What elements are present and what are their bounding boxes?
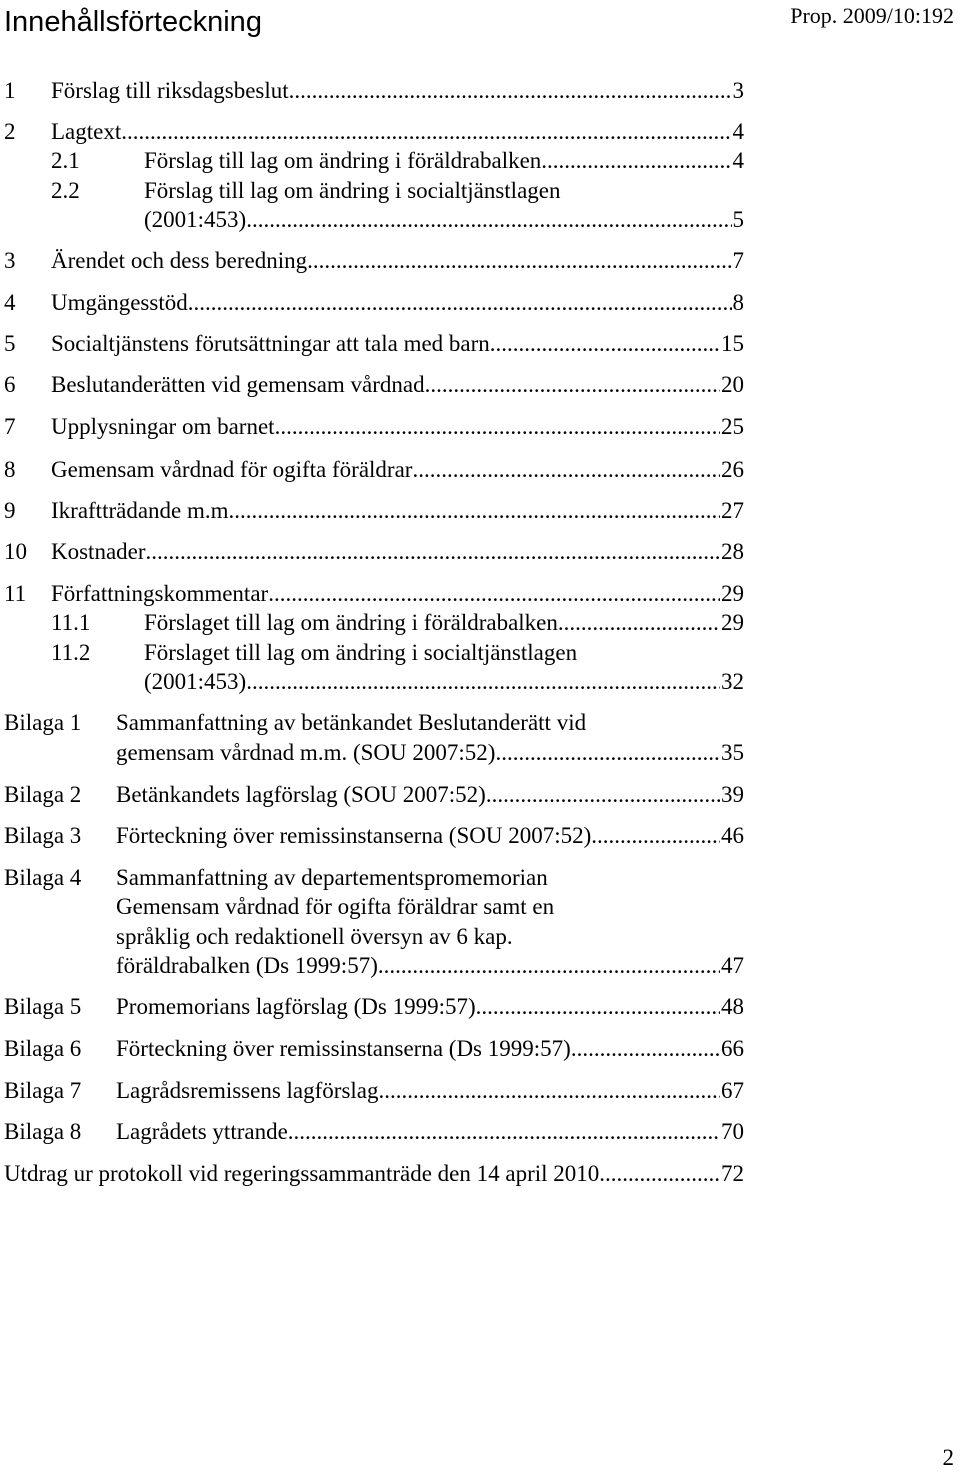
- toc-line: [0, 992, 744, 1022]
- toc-entry-number: 10: [4, 539, 27, 564]
- toc-dot-leader: [558, 608, 720, 638]
- toc-dot-leader: [275, 412, 720, 442]
- toc-line: [0, 892, 744, 922]
- toc-entry-title: Författningskommentar: [51, 581, 269, 606]
- toc-line: [0, 667, 744, 697]
- toc-entry-number: 11.1: [51, 610, 91, 635]
- toc-dot-leader: [234, 496, 720, 526]
- toc-line: [0, 951, 744, 981]
- toc-entry-title: gemensam vårdnad m.m. (SOU 2007:52): [116, 740, 496, 765]
- toc-entry-title: Umgängesstöd: [51, 290, 188, 315]
- toc-entry-title: Ikraftträdande m.m.: [51, 498, 235, 523]
- toc-entry-page: 67: [721, 1078, 744, 1103]
- toc-entry-number: 6: [4, 372, 16, 397]
- toc-dot-leader: [288, 1117, 720, 1147]
- toc-entry-page: 7: [732, 248, 744, 273]
- toc-entry-number: 3: [4, 248, 16, 273]
- toc-line: [0, 76, 744, 106]
- toc-entry-title: Lagrådsremissens lagförslag: [116, 1078, 379, 1103]
- toc-entry-title: Förslaget till lag om ändring i socialtjänstlagen: [144, 640, 578, 665]
- toc-dot-leader: [378, 951, 720, 981]
- toc-line: [0, 412, 744, 442]
- toc-dot-leader: [188, 288, 732, 318]
- toc-entry-title: Förteckning över remissinstanserna (Ds 1999:57): [116, 1036, 571, 1061]
- toc-entry-title: föräldrabalken (Ds 1999:57): [116, 953, 378, 978]
- toc-dot-leader: [490, 329, 720, 359]
- toc-entry-title: Kostnader: [51, 539, 146, 564]
- toc-entry-title: (2001:453): [144, 669, 247, 694]
- toc-line: [0, 738, 744, 768]
- toc-dot-leader: [121, 117, 731, 147]
- toc-entry-title: Utdrag ur protokoll vid regeringssammanträde den 14 april 2010: [4, 1161, 600, 1186]
- toc-entry-page: 70: [721, 1119, 744, 1144]
- toc-entry-number: 9: [4, 498, 16, 523]
- toc-entry-page: 8: [732, 290, 744, 315]
- toc-line: [0, 176, 744, 206]
- toc-line: [0, 1117, 744, 1147]
- toc-dot-leader: [412, 455, 720, 485]
- toc-line: [0, 638, 744, 668]
- toc-dot-leader: [268, 579, 720, 609]
- toc-entry-number: 8: [4, 457, 16, 482]
- toc-line: [0, 537, 744, 567]
- toc-line: [0, 370, 744, 400]
- toc-entry-title: språklig och redaktionell översyn av 6 kap.: [116, 924, 513, 949]
- toc-line: [0, 608, 744, 638]
- toc-entry-page: 39: [721, 782, 744, 807]
- toc-entry-title: Lagrådets yttrande: [116, 1119, 288, 1144]
- toc-entry-title: Ärendet och dess beredning: [51, 248, 308, 273]
- toc-entry-page: 28: [721, 539, 744, 564]
- toc-entry-page: 66: [721, 1036, 744, 1061]
- toc-entry-page: 26: [721, 457, 744, 482]
- toc-entry-page: 5: [732, 207, 744, 232]
- toc-dot-leader: [289, 76, 732, 106]
- toc-entry-page: 48: [721, 994, 744, 1019]
- toc-entry-title: Lagtext: [51, 119, 122, 144]
- toc-dot-leader: [591, 821, 720, 851]
- toc-entry-title: Förteckning över remissinstanserna (SOU 2007:52): [116, 823, 592, 848]
- toc-line: [0, 1076, 744, 1106]
- toc-line: [0, 1034, 744, 1064]
- toc-entry-number: 7: [4, 414, 16, 439]
- toc-entry-number: Bilaga 4: [4, 865, 82, 890]
- toc-dot-leader: [146, 537, 720, 567]
- toc-entry-title: Beslutanderätten vid gemensam vårdnad: [51, 372, 425, 397]
- toc-dot-leader: [246, 205, 731, 235]
- toc-line: [0, 922, 744, 952]
- toc-line: [0, 780, 744, 810]
- toc-line: [0, 117, 744, 147]
- toc-dot-leader: [307, 246, 731, 276]
- toc-entry-title: Socialtjänstens förutsättningar att tala med barn: [51, 331, 490, 356]
- toc-entry-title: Sammanfattning av betänkandet Beslutanderätt vid: [116, 710, 587, 735]
- toc-entry-number: 2: [4, 119, 16, 144]
- toc-dot-leader: [541, 146, 731, 176]
- toc-entry-page: 47: [721, 953, 744, 978]
- toc-line: [0, 821, 744, 851]
- toc-line: [0, 146, 744, 176]
- toc-entry-title: Gemensam vårdnad för ogifta föräldrar samt en: [116, 894, 555, 919]
- toc-entry-title: Upplysningar om barnet: [51, 414, 275, 439]
- toc-entry-page: 32: [721, 669, 744, 694]
- toc-entry-title: Sammanfattning av departementspromemorian: [116, 865, 548, 890]
- toc-entry-page: 35: [721, 740, 744, 765]
- toc-line: [0, 246, 744, 276]
- toc-entry-number: 5: [4, 331, 16, 356]
- toc-entry-number: Bilaga 1: [4, 710, 82, 735]
- toc-entry-number: Bilaga 5: [4, 994, 82, 1019]
- toc-dot-leader: [571, 1034, 720, 1064]
- page-title: Innehållsförteckning: [4, 6, 262, 38]
- toc-entry-number: Bilaga 8: [4, 1119, 82, 1144]
- toc-entry-page: 29: [721, 581, 744, 606]
- toc-entry-page: 46: [721, 823, 744, 848]
- toc-line: [0, 1159, 744, 1189]
- toc-dot-leader: [599, 1159, 720, 1189]
- toc-entry-number: 1: [4, 78, 16, 103]
- toc-entry-number: 11.2: [51, 640, 91, 665]
- toc-dot-leader: [379, 1076, 720, 1106]
- toc-entry-title: Förslag till lag om ändring i föräldrabalken: [144, 148, 542, 173]
- toc-line: [0, 288, 744, 318]
- toc-entry-page: 20: [721, 372, 744, 397]
- toc-line: [0, 455, 744, 485]
- toc-entry-number: Bilaga 3: [4, 823, 82, 848]
- toc-line: [0, 708, 744, 738]
- toc-line: [0, 863, 744, 893]
- toc-entry-title: Promemorians lagförslag (Ds 1999:57): [116, 994, 476, 1019]
- toc-entry-page: 29: [721, 610, 744, 635]
- toc-line: [0, 496, 744, 526]
- toc-line: [0, 205, 744, 235]
- toc-entry-number: Bilaga 7: [4, 1078, 82, 1103]
- page-number: 2: [942, 1445, 954, 1470]
- toc-entry-title: Förslaget till lag om ändring i föräldrabalken: [144, 610, 558, 635]
- toc-dot-leader: [495, 738, 720, 768]
- toc-line: [0, 579, 744, 609]
- toc-entry-page: 25: [721, 414, 744, 439]
- toc-dot-leader: [425, 370, 720, 400]
- toc-entry-title: Betänkandets lagförslag (SOU 2007:52): [116, 782, 486, 807]
- toc-entry-title: Gemensam vårdnad för ogifta föräldrar: [51, 457, 413, 482]
- toc-entry-title: Förslag till lag om ändring i socialtjänstlagen: [144, 178, 561, 203]
- toc-entry-page: 4: [732, 119, 744, 144]
- toc-entry-page: 3: [732, 78, 744, 103]
- toc-entry-number: 2.2: [51, 178, 80, 203]
- toc-dot-leader: [246, 667, 720, 697]
- toc-entry-page: 15: [721, 331, 744, 356]
- toc-entry-title: Förslag till riksdagsbeslut: [51, 78, 289, 103]
- toc-entry-number: 2.1: [51, 148, 80, 173]
- proposition-number: Prop. 2009/10:192: [790, 3, 954, 28]
- toc-entry-page: 27: [721, 498, 744, 523]
- toc-entry-number: Bilaga 2: [4, 782, 82, 807]
- toc-dot-leader: [486, 780, 720, 810]
- toc-entry-number: 11: [4, 581, 27, 606]
- toc-entry-page: 4: [732, 148, 744, 173]
- toc-dot-leader: [476, 992, 720, 1022]
- toc-entry-number: 4: [4, 290, 16, 315]
- toc-entry-page: 72: [721, 1161, 744, 1186]
- toc-entry-title: (2001:453): [144, 207, 247, 232]
- toc-entry-number: Bilaga 6: [4, 1036, 82, 1061]
- toc-line: [0, 329, 744, 359]
